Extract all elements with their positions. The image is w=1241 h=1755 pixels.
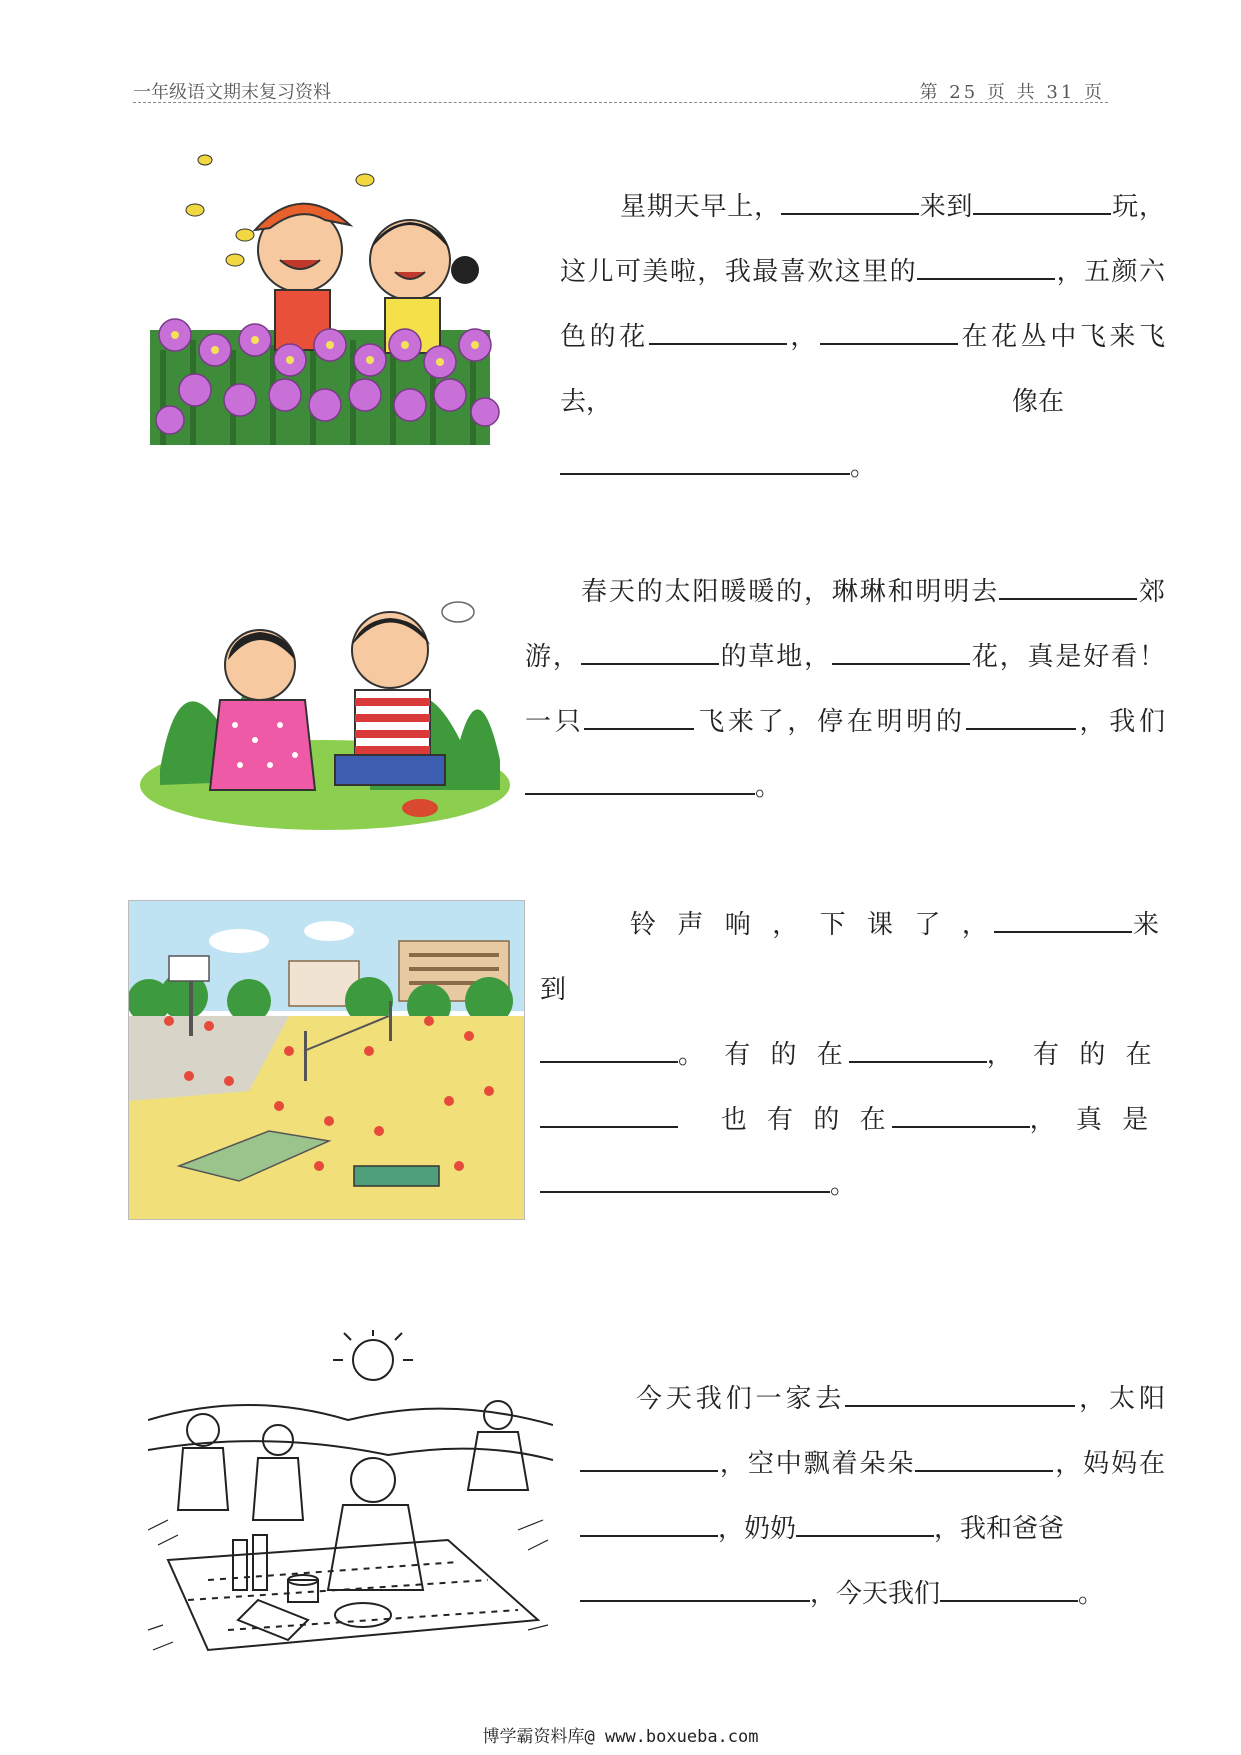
fill-blank[interactable] <box>580 1574 810 1602</box>
fill-blank[interactable] <box>540 1165 830 1193</box>
fill-blank[interactable] <box>999 572 1137 600</box>
fill-blank[interactable] <box>580 1444 718 1472</box>
passage-text: 。 <box>830 1170 863 1200</box>
passage-1 <box>560 175 1165 500</box>
fill-blank[interactable] <box>845 1379 1075 1407</box>
passage-text: ，太阳 <box>1075 1384 1165 1414</box>
fill-blank[interactable] <box>540 1035 678 1063</box>
illustration-family-picnic <box>148 1330 553 1660</box>
illustration-playground <box>128 900 525 1220</box>
fill-blank[interactable] <box>560 447 850 475</box>
passage-text: 也 有 的 在 <box>720 1105 892 1135</box>
fill-blank[interactable] <box>581 637 719 665</box>
passage-3 <box>540 893 1165 1218</box>
fill-blank[interactable] <box>540 1100 678 1128</box>
document-title: 一年级语文期末复习资料 <box>133 82 331 103</box>
passage-text: 飞来了，停在明明的 <box>694 707 966 737</box>
passage-text: 。 <box>1078 1579 1105 1609</box>
passage-4 <box>580 1367 1165 1627</box>
passage-text: ，五颜六色的花 <box>560 257 1165 352</box>
passage-text: 在花丛中飞来飞去， <box>560 322 1165 417</box>
passage-text: 来 到 <box>540 910 1165 1005</box>
passage-text: 花，真是好看！ 一只 <box>525 642 1165 737</box>
fill-blank[interactable] <box>973 187 1111 215</box>
fill-blank[interactable] <box>820 317 958 345</box>
illustration-spring-outing <box>140 590 510 830</box>
passage-text: 。 有 的 在 <box>678 1040 849 1070</box>
passage-text: 郊游， <box>525 577 1165 672</box>
passage-text: ， 有 的 在 <box>986 1040 1158 1070</box>
illustration-children-flowers <box>150 150 520 445</box>
passage-text: ，今天我们 <box>810 1579 941 1609</box>
passage-text: ，我和爸爸 <box>934 1514 1065 1544</box>
header-divider <box>133 102 1108 103</box>
passage-text: 今天我们一家去 <box>636 1384 846 1414</box>
passage-text: ， 真 是 <box>1029 1105 1155 1135</box>
passage-text: ，奶奶 <box>718 1514 797 1544</box>
passage-text: ，我们 <box>1075 707 1165 737</box>
passage-text: 铃 声 响 ， 下 课 了 ， <box>630 910 995 940</box>
fill-blank[interactable] <box>649 317 787 345</box>
fill-blank[interactable] <box>940 1574 1078 1602</box>
footer-watermark: 博学霸资料库@ www.boxueba.com <box>482 1727 759 1747</box>
fill-blank[interactable] <box>580 1509 718 1537</box>
passage-text: 春天的太阳暖暖的，琳琳和明明去 <box>581 577 1000 607</box>
passage-text: ，空中飘着朵朵 <box>718 1449 916 1479</box>
fill-blank[interactable] <box>781 187 919 215</box>
fill-blank[interactable] <box>832 637 970 665</box>
fill-blank[interactable] <box>994 905 1132 933</box>
fill-blank[interactable] <box>892 1100 1030 1128</box>
passage-text: 。 <box>755 772 782 802</box>
fill-blank[interactable] <box>849 1035 987 1063</box>
fill-blank[interactable] <box>966 702 1076 730</box>
passage-text: 。 <box>850 452 877 482</box>
passage-text: 星期天早上， <box>620 192 781 222</box>
passage-text: 来到 <box>918 192 974 222</box>
page-number: 第 25 页 共 31 页 <box>919 82 1105 103</box>
fill-blank[interactable] <box>915 1444 1053 1472</box>
fill-blank[interactable] <box>525 767 755 795</box>
fill-blank[interactable] <box>917 252 1055 280</box>
passage-2 <box>525 560 1165 820</box>
passage-text: 玩，这儿可美啦，我最喜欢这里的 <box>560 192 1165 287</box>
passage-text: 的草地， <box>718 642 832 672</box>
passage-text: 像在 <box>1012 387 1065 417</box>
fill-blank[interactable] <box>584 702 694 730</box>
passage-text: ，妈妈在 <box>1053 1449 1165 1479</box>
passage-text: ， <box>786 322 820 352</box>
fill-blank[interactable] <box>796 1509 934 1537</box>
